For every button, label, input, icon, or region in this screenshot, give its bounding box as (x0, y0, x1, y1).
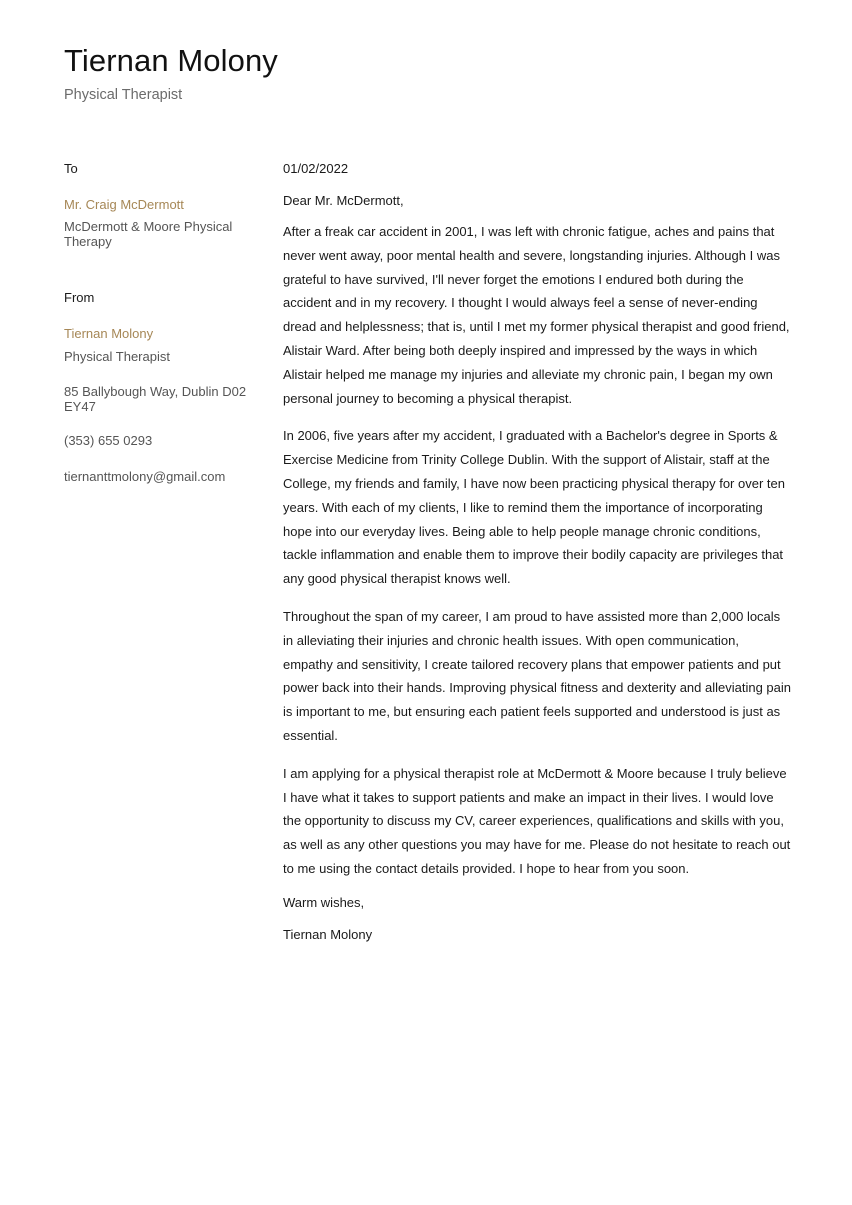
letter-date: 01/02/2022 (283, 161, 349, 176)
recipient-company: McDermott & Moore Physical Therapy (64, 219, 233, 249)
sidebar (64, 160, 259, 486)
paragraph: After a freak car accident in 2001, I was left with chronic fatigue, aches and pains that never went away, poor mental health and severe, longstanding injuries. Although I was grateful to have survived, I'll never forget the emotions I endured both during the accident and in my recovery. I thought I would always feel a sense of never-ending dread and helplessness; that is, until I met my former physical therapist and good friend, Alistair Ward. After being both deeply inspired and impressed by the ways in which Alistair helped me manage my injuries and alleviate my chronic pain, I began my own personal journey to becoming a physical therapist. (283, 224, 790, 406)
applicant-name: Tiernan Molony (64, 43, 278, 78)
sender-title: Physical Therapist (64, 349, 170, 364)
to-label: To (64, 161, 78, 176)
sender-email: tiernanttmolony@gmail.com (64, 469, 226, 484)
paragraph: Throughout the span of my career, I am proud to have assisted more than 2,000 locals in alleviating their injuries and chronic health issues. With open communication, empathy and sensitivity, I create tailored recovery plans that empower patients and put power back into their hands. Improving physical fitness and dexterity and alleviating pain is important to me, but ensuring each patient feels supported and understood is just as essential. (283, 608, 792, 743)
paragraph: I am applying for a physical therapist role at McDermott & Moore because I truly believe I have what it takes to support patients and make an impact in their lives. I would love the opportunity to discuss my CV, career experiences, qualifications and skills with you, as well as any other questions you may have for me. Please do not hesitate to reach out to me using the contact details provided. I hope to hear from you soon. (283, 765, 791, 876)
applicant-title: Physical Therapist (64, 87, 183, 103)
signature: Tiernan Molony (283, 926, 373, 942)
sender-phone: (353) 655 0293 (64, 433, 153, 448)
letter-body (283, 160, 791, 945)
salutation: Dear Mr. McDermott, (283, 193, 404, 208)
sender-address: 85 Ballybough Way, Dublin D02 EY47 (64, 384, 247, 414)
sender-name: Tiernan Molony (64, 326, 154, 341)
recipient-name: Mr. Craig McDermott (64, 197, 184, 212)
closing: Warm wishes, (283, 894, 365, 910)
page-header (64, 40, 278, 104)
paragraph: In 2006, five years after my accident, I graduated with a Bachelor's degree in Sports & Exercise Medicine from Trinity College Dublin. With the support of Alistair, staff at the College, my friends and family, I have now been practicing physical therapy for over ten years. With each of my clients, I like to remind them the importance of incorporating hope into our everyday lives. Being able to help people manage chronic conditions, tackle inflammation and enable them to improve their bodily capacity are privileges that any good physical therapist knows well. (283, 428, 785, 587)
from-label: From (64, 290, 95, 305)
